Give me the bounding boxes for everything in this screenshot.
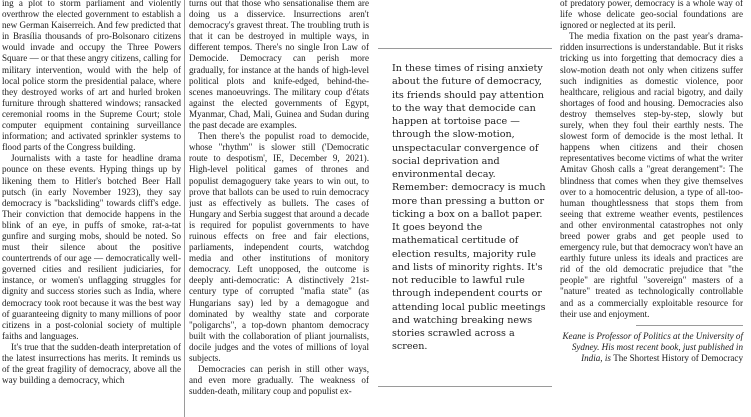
pull-quote-rule-top <box>378 48 552 49</box>
column-divider <box>184 0 185 417</box>
paragraph: The media fixation on the past year's drama-ridden insurrections is understandable. But it risks tricking us into forgetting that democracy dies a slow-motion death not only when citizens suffer such indignities as domestic violence, poor healthcare, religious and racial bigotry, and daily shortages of food and housing. Democracies also destroy themselves step-by-step, slowly but surely, when they foul their earthly nests. The slowest form of democide is the most lethal. It happens when citizens and their chosen representatives become victims of what the writer Amitav Ghosh calls a "great derangement": The blindness that comes when they give themselves over to a homocentric delusion, a type of all-too-human thoughtlessness that stops them from seeing that extreme weather events, pestilences and other environmental catastrophes not only breed power grabs and get people used to emergency rule, but that democracy won't have an earthly future unless its ideals and practices are rid of the old democratic prejudice that "the people" are rightful "sovereign" masters of a "nature" treated as technologically controllable and as a commercially exploitable resource for their use and enjoyment. <box>560 31 743 319</box>
pull-quote-rule-bottom <box>378 386 552 387</box>
author-bio-text: Keane is Professor of Politics at the University of Sydney. His most recent book, just published in India, is <box>562 331 743 364</box>
book-title: The Shortest History of Democracy <box>613 353 743 364</box>
article-column-2 <box>189 0 369 417</box>
paragraph: Democracies can perish in still other ways, and even more gradually. The weakness of sudden-death, military coup and populist ex- <box>189 364 369 397</box>
paragraph: of predatory power, democracy is a whole way of life whose delicate geo-social foundations are ignored or neglected at its peril. <box>560 0 743 31</box>
pull-quote: In these times of rising anxiety about the future of democracy, its friends should pay attention to the way that democide can happen at tortoise pace — through the slow-motion, unspectacular convergence of social deprivation and environmental decay. Remember: democracy is much more than pressing a button or ticking a box on a ballot paper. It goes beyond the mathematical certitude of election results, majority rule and lists of minority rights. It's not reducible to lawful rule through independent courts or attending local public meetings and watching breaking news stories scrawled across a screen. <box>392 63 546 353</box>
paragraph: Then there's the populist road to democide, whose "rhythm" is slower still ('Democratic route to despotism', IE, December 9, 2021). High-level political games of thrones and populist demagoguery take years to win out, to prove that ballots can be used to ruin democracy just as effectively as bullets. The cases of Hungary and Serbia suggest that around a decade is required for populist governments to have ruinous effects on free and fair elections, parliaments, independent courts, watchdog media and other institutions of monitory democracy. Left unopposed, the outcome is deeply anti-democratic: A distinctively 21st-century type of corrupted "mafia state" (as Hungarians say) led by a demagogue and dominated by wealthy state and corporate "poligarchs", a top-down phantom democracy built with the collaboration of pliant journalists, docile judges and the votes of millions of loyal subjects. <box>189 131 369 363</box>
paragraph: Journalists with a taste for headline drama pounce on these events. Hyping things up by likening them to Hitler's botched Beer Hall putsch (in early November 1923), they say democracy is "backsliding" towards cliff's edge. Their conviction that democide happens in the blink of an eye, in puffs of smoke, rat-a-tat gunfire and surging mobs, should be noted. So must their silence about the positive countertrends of our age — democratically well-governed cities and resilient judiciaries, for instance, or women's unflagging struggles for dignity and success stories such as India, where democracy took root because it was the best way of guaranteeing dignity to many millions of poor citizens in a post-colonial society of multiple faiths and languages. <box>2 153 181 341</box>
author-bio <box>560 331 743 364</box>
paragraph: turns out that those who sensationalise them are doing us a disservice. Insurrections aren't democracy's gravest threat. The troubling truth is that it can be destroyed in multiple ways, in different tempos. There's no single Iron Law of Democide. Democracy can perish more gradually, for instance at the hands of high-level political plots and knife-edged, behind-the-scenes manoeuvrings. The military coup d'états against the elected governments of Egypt, Myanmar, Chad, Mali, Guinea and Sudan during the past decade are examples. <box>189 0 369 131</box>
paragraph: ing a plot to storm parliament and violently overthrow the elected government to establish a new German Kaiserreich. And few predicted that in Brasília thousands of pro-Bolsonaro citizens would invade and occupy the Three Powers Square — or that these angry citizens, calling for military intervention, would with the help of local police storm the presidential palace, where they destroyed works of art and hurled broken furniture through shattered windows; ransacked ceremonial rooms in the Supreme Court; stole computer equipment containing surveillance information; and activated sprinkler systems to flood parts of the Congress building. <box>2 0 181 153</box>
bio-rule <box>636 325 743 326</box>
paragraph: It's true that the sudden-death interpretation of the latest insurrections has merits. It reminds us of the great fragility of democracy, above all the way building a democracy, which <box>2 341 181 386</box>
article-column-1 <box>2 0 181 417</box>
